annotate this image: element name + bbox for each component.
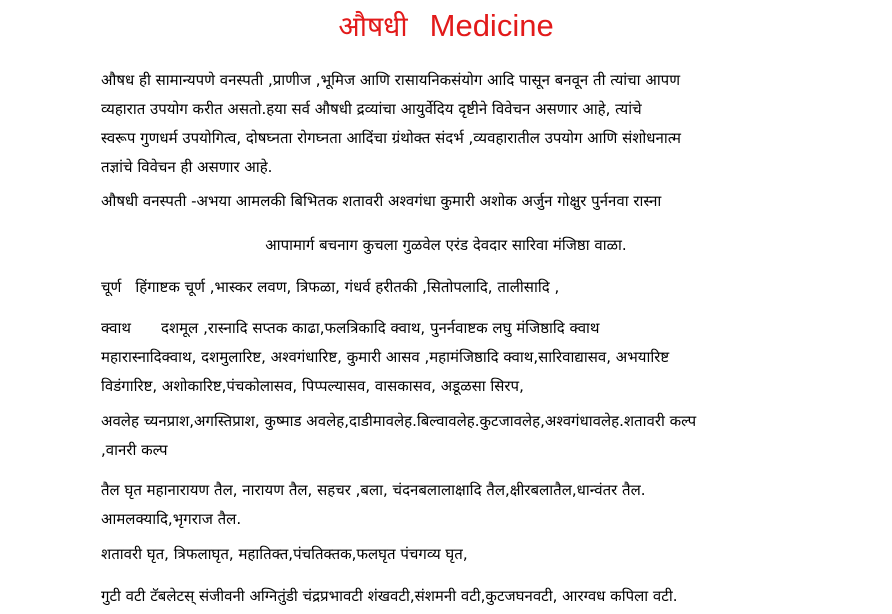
intro-paragraph [101,66,791,182]
ghrita-paragraph [101,540,791,569]
intro-line: स्वरूप गुणधर्म उपयोगित्व, दोषघ्नता रोगघ्नता आदिंचा ग्रंथोक्त संदर्भ ,व्यवहारातील उपयोग आणि संशोधनात्म [101,129,681,147]
vati-paragraph [101,582,791,611]
intro-line: व्यहारात उपयोग करीत असतो.हया सर्व औषधी द्रव्यांचा आयुर्वेदिय दृष्टीने विवेचन असणार आहे, त्यांचे [101,100,642,118]
avaleha-line: ,वानरी कल्प [101,441,168,459]
plants-paragraph [101,187,791,216]
churna-text: हिंगाष्टक चूर्ण ,भास्कर लवण, त्रिफळा, गंधर्व हरीतकी ,सितोपलादि, तालीसादि , [135,278,560,296]
kwath-line: दशमूल ,रास्नादि सप्तक काढा,फलत्रिकादि क्वाथ, पुनर्नवाष्टक लघु मंजिष्ठादि क्वाथ [161,319,600,337]
ghrita-line: शतावरी घृत, त्रिफलाघृत, महातिक्त,पंचतिक्तक,फलघृत पंचगव्य घृत, [101,545,468,563]
kwath-paragraph [101,314,791,401]
avaleha-paragraph [101,407,791,465]
intro-line: तज्ञांचे विवेचन ही असणार आहे. [101,158,273,176]
kwath-line: विडंगारिष्ट, अशोकारिष्ट,पंचकोलासव, पिप्पल्यासव, वासकासव, अडूळसा सिरप, [101,377,524,395]
taila-line: आमलक्यादि,भृगराज तैल. [101,510,242,528]
page-title [0,6,892,47]
vati-line: गुटी वटी टॅबलेटस् संजीवनी अग्नितुंडी चंद्रप्रभावटी शंखवटी,संशमनी वटी,कुटजघनवटी, आरग्वध कपिला वटी. [101,587,678,605]
title-english: Medicine [429,8,554,43]
kwath-label: क्वाथ [101,319,131,337]
plants-line-centered: आपामार्ग बचनाग कुचला गुळवेल एरंड देवदार सारिवा मंजिष्ठा वाळा. [265,236,627,254]
kwath-line: महारास्नादिक्वाथ, दशमुलारिष्ट, अश्वगंधारिष्ट, कुमारी आसव ,महामंजिष्ठादि क्वाथ,सारिवाद्यासव, अभयारिष्ट [101,348,670,366]
taila-line: तैल घृत महानारायण तैल, नारायण तैल, सहचर ,बला, चंदनबलालाक्षादि तैल,क्षीरबलातैल,धान्वंतर तैल. [101,481,646,499]
intro-line: औषध ही सामान्यपणे वनस्पती ,प्राणीज ,भूमिज आणि रासायनिकसंयोग आदि पासून बनवून ती त्यांचा आपण [101,71,681,89]
avaleha-line: अवलेह च्यनप्राश,अगस्तिप्राश, कुष्माड अवलेह,दाडीमावलेह.बिल्वावलेह.कुटजावलेह,अश्वगंधावलेह.शतावरी कल्प [101,412,697,430]
churna-paragraph [101,273,791,302]
plants-line: औषधी वनस्पती -अभया आमलकी बिभितक शतावरी अश्वगंधा कुमारी अशोक अर्जुन गोक्षुर पुर्ननवा रास्ना [101,192,662,210]
churna-label: चूर्ण [101,278,122,296]
title-marathi: औषधी [338,10,408,43]
taila-paragraph [101,476,791,534]
